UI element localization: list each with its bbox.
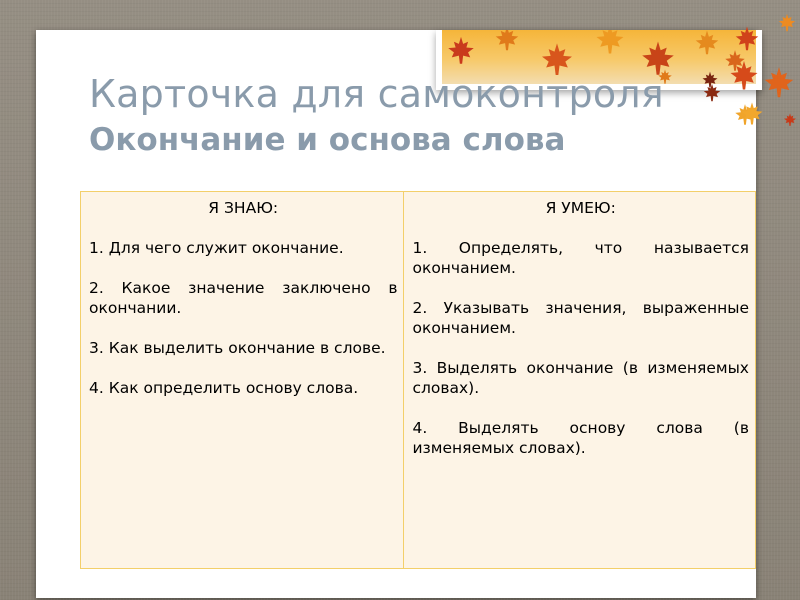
maple-leaf-icon <box>732 24 762 54</box>
maple-leaf-icon <box>760 64 798 102</box>
know-heading: Я ЗНАЮ: <box>208 199 279 217</box>
can-column <box>404 192 756 569</box>
know-item-3: 3. Как выделить окончание в слове. <box>89 339 386 357</box>
can-heading: Я УМЕЮ: <box>545 199 616 217</box>
can-item-2: 2. Указывать значения, выраженные окончанием. <box>412 299 749 337</box>
maple-leaf-icon <box>700 70 720 90</box>
know-item-1: 1. Для чего служит окончание. <box>89 239 344 257</box>
know-item-4: 4. Как определить основу слова. <box>89 379 359 397</box>
maple-leaf-icon <box>592 30 628 58</box>
table-row <box>81 192 756 569</box>
self-check-table <box>80 191 756 569</box>
can-item-3: 3. Выделять окончание (в изменяемых словах). <box>412 359 749 397</box>
page-title: Карточка для самоконтроля <box>89 72 664 116</box>
maple-leaf-icon <box>444 34 478 68</box>
can-item-1: 1. Определять, что называется окончанием. <box>412 239 749 277</box>
maple-leaf-icon <box>692 30 722 58</box>
slide-card <box>36 30 756 598</box>
maple-leaf-icon <box>726 58 762 94</box>
maple-leaf-icon <box>738 100 766 128</box>
maple-leaf-icon <box>776 12 798 34</box>
maple-leaf-icon <box>782 112 798 128</box>
can-item-4: 4. Выделять основу слова (в изменяемых словах). <box>412 419 749 457</box>
know-item-2: 2. Какое значение заключено в окончании. <box>89 279 398 317</box>
maple-leaf-icon <box>492 30 522 54</box>
know-column <box>81 192 404 569</box>
page-subtitle: Окончание и основа слова <box>89 122 566 158</box>
